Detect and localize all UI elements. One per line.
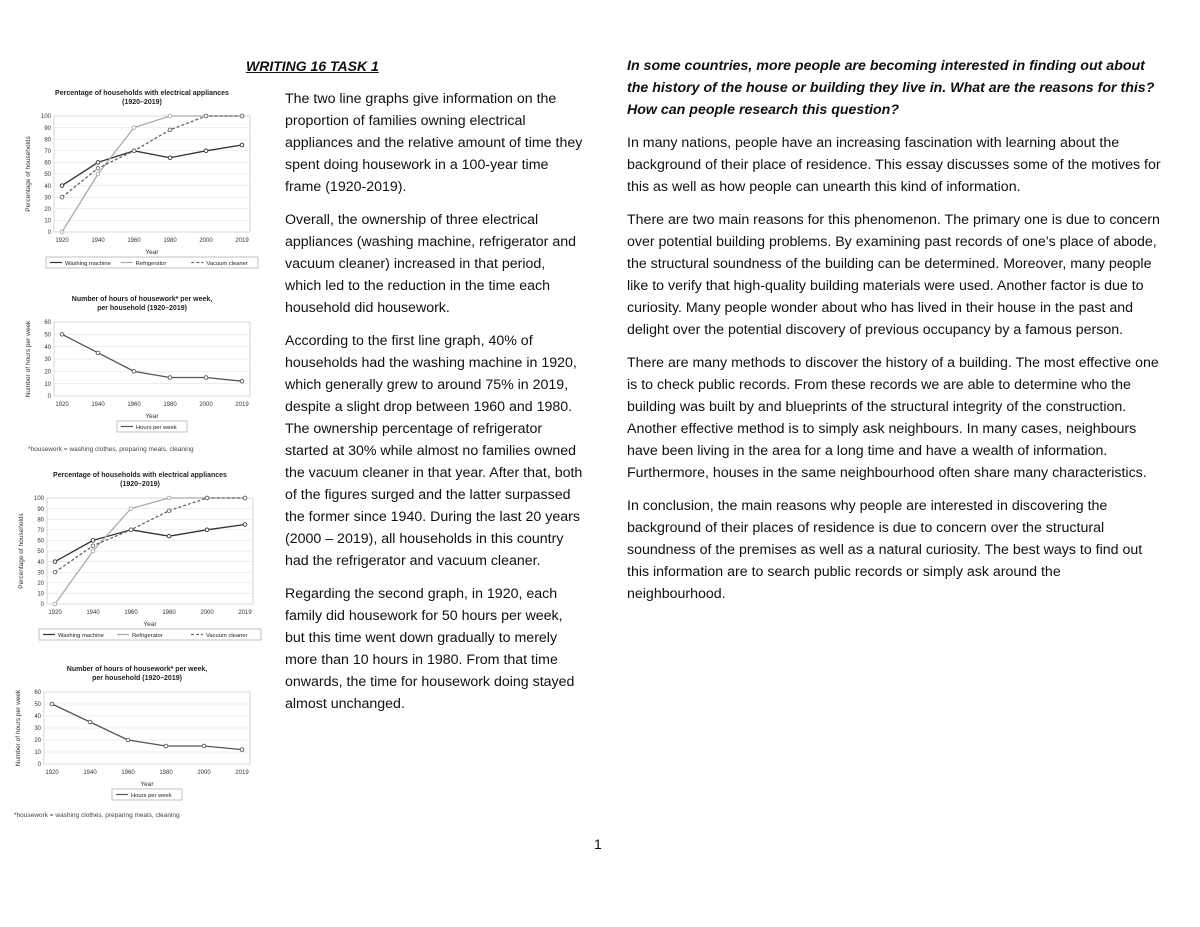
page-title: WRITING 16 TASK 1: [246, 58, 379, 74]
task1-report: [285, 88, 585, 726]
y-tick-label: 70: [37, 528, 44, 534]
x-tick-label: 1920: [55, 238, 69, 244]
appliances-chart-1: [22, 86, 262, 281]
chart-title: Percentage of households with electrical appliances: [53, 472, 227, 479]
paragraph: In conclusion, the main reasons why people are interested in discovering the background of their places of residence is due to concern over the structural soundness of the premises as well as a natural curiosity. The best ways to find out this information are to search public records or simply ask around the neighbourhood.: [627, 498, 1143, 602]
x-tick-label: 1980: [159, 770, 173, 776]
x-tick-label: 2000: [197, 770, 211, 776]
y-tick-label: 10: [34, 750, 41, 757]
chart-svg: [15, 468, 265, 648]
y-tick-label: 10: [44, 218, 51, 225]
x-tick-label: 1940: [91, 402, 105, 408]
x-axis-label: Year: [145, 413, 159, 420]
data-point: [205, 528, 209, 532]
data-point: [96, 161, 100, 165]
y-tick-label: 40: [34, 714, 41, 721]
legend-label: Washing machine: [65, 261, 111, 267]
data-point: [96, 351, 100, 355]
data-point: [96, 172, 100, 176]
series-line: [55, 525, 245, 562]
chart-subtitle: per household (1920–2019): [92, 675, 182, 682]
y-tick-label: 90: [44, 125, 51, 132]
y-tick-label: 40: [37, 559, 44, 566]
chart-subtitle: (1920–2019): [122, 99, 162, 106]
page-number: 1: [594, 836, 602, 852]
y-tick-label: 80: [44, 137, 51, 144]
data-point: [240, 114, 244, 118]
appliances-chart-2: [15, 468, 265, 653]
y-tick-label: 20: [37, 581, 44, 587]
data-point: [53, 602, 57, 606]
footnote-2: *housework = washing clothes, preparing meals, cleaning: [14, 812, 180, 819]
x-tick-label: 1960: [124, 610, 138, 616]
data-point: [91, 549, 95, 553]
y-axis-label: Number of hours per week: [25, 320, 32, 398]
housework-chart-2: [12, 662, 262, 813]
data-point: [88, 720, 92, 724]
y-tick-label: 20: [44, 207, 51, 213]
x-tick-label: 1960: [121, 770, 135, 776]
task2-essay: [627, 55, 1162, 616]
data-point: [91, 544, 95, 548]
y-tick-label: 50: [34, 702, 41, 709]
x-tick-label: 2019: [235, 770, 249, 776]
x-tick-label: 1920: [55, 402, 69, 408]
data-point: [167, 534, 171, 538]
y-tick-label: 60: [44, 320, 51, 327]
x-axis-label: Year: [143, 621, 157, 628]
data-point: [240, 143, 244, 147]
data-point: [132, 126, 136, 130]
x-tick-label: 2019: [238, 610, 252, 616]
data-point: [243, 523, 247, 527]
x-axis-label: Year: [140, 781, 154, 788]
x-axis-label: Year: [145, 249, 159, 256]
paragraph: There are two main reasons for this phenomenon. The primary one is due to concern over potential building problems. By examining past records of one’s place of abode, the structural soundness of the building can be determined. Moreover, many people like to verify that high-quality building materials were used. Another factor is due to curiosity. Many people wonder about who has lived in their house in the past and delight over the potential discovery of previous occupancy by a famous person.: [627, 212, 1160, 338]
data-point: [168, 156, 172, 160]
data-point: [168, 128, 172, 132]
legend-label: Vacuum cleaner: [206, 633, 248, 639]
x-tick-label: 1980: [163, 402, 177, 408]
legend-label: Hours per week: [136, 425, 177, 431]
legend-label: Hours per week: [131, 793, 172, 799]
y-tick-label: 30: [44, 357, 51, 364]
data-point: [168, 114, 172, 118]
series-line: [62, 145, 242, 186]
x-tick-label: 2000: [199, 238, 213, 244]
y-tick-label: 100: [40, 114, 51, 121]
y-axis-label: Percentage of households: [18, 513, 25, 589]
series-line: [62, 116, 242, 197]
data-point: [96, 166, 100, 170]
paragraph: There are many methods to discover the history of a building. The most effective one is to check public records. From these records we are able to determine who the building was built by and blueprints of the structural integrity of the construction. Another effective method is to simply ask neighbours. In many cases, neighbours have been living in the area for a long time and have a wealth of information. Furthermore, houses in the same neighbourhood often share many characteristics.: [627, 355, 1159, 481]
y-tick-label: 50: [44, 172, 51, 179]
data-point: [60, 230, 64, 234]
chart-subtitle: (1920–2019): [120, 481, 160, 488]
y-tick-label: 30: [37, 570, 44, 577]
data-point: [240, 379, 244, 383]
data-point: [50, 702, 54, 706]
x-tick-label: 2000: [199, 402, 213, 408]
data-point: [126, 738, 130, 742]
y-axis-label: Number of hours per week: [15, 689, 22, 767]
chart-subtitle: per household (1920–2019): [97, 305, 187, 312]
legend-label: Vacuum cleaner: [206, 261, 248, 267]
chart-title: Number of hours of housework* per week,: [66, 666, 208, 673]
paragraph: According to the first line graph, 40% of households had the washing machine in 1920, which generally grew to around 75% in 2019, despite a slight drop between 1960 and 1980. The ownership percentage of refrigerator started at 30% while almost no families owned the vacuum cleaner in that year. After that, both of the figures surged and the latter surpassed the former since 1940. During the last 20 years (2000 – 2019), all households in this country had the refrigerator and vacuum cleaner.: [285, 333, 583, 569]
data-point: [60, 184, 64, 188]
y-tick-label: 30: [34, 726, 41, 733]
data-point: [202, 744, 206, 748]
y-tick-label: 100: [33, 496, 44, 503]
chart-svg: [22, 86, 262, 276]
data-point: [60, 195, 64, 199]
legend-label: Washing machine: [58, 633, 104, 639]
series-line: [55, 498, 245, 572]
y-tick-label: 90: [37, 506, 44, 513]
housework-chart-1: [22, 292, 262, 445]
data-point: [243, 496, 247, 500]
y-tick-label: 40: [44, 344, 51, 351]
y-tick-label: 0: [40, 602, 44, 609]
data-point: [60, 333, 64, 337]
y-tick-label: 30: [44, 195, 51, 202]
series-line: [62, 334, 242, 381]
y-tick-label: 60: [34, 690, 41, 697]
y-tick-label: 50: [44, 332, 51, 339]
data-point: [167, 509, 171, 513]
legend-label: Refrigerator: [135, 261, 167, 267]
y-tick-label: 20: [44, 369, 51, 376]
data-point: [204, 114, 208, 118]
y-tick-label: 70: [44, 149, 51, 155]
y-tick-label: 40: [44, 183, 51, 190]
data-point: [132, 149, 136, 153]
footnote-1: *housework = washing clothes, preparing meals, cleaning: [28, 446, 194, 453]
data-point: [204, 376, 208, 380]
y-tick-label: 60: [44, 160, 51, 167]
x-tick-label: 1980: [162, 610, 176, 616]
y-tick-label: 20: [34, 738, 41, 745]
chart-title: Number of hours of housework* per week,: [71, 296, 213, 303]
chart-svg: [12, 662, 262, 808]
paragraph: The two line graphs give information on the proportion of families owning electrical appliances and the relative amount of time they spent doing housework in a 100-year time frame (1920-2019).: [285, 91, 583, 195]
y-tick-label: 80: [37, 517, 44, 524]
y-tick-label: 50: [37, 549, 44, 556]
x-tick-label: 1920: [45, 770, 59, 776]
y-tick-label: 10: [37, 591, 44, 598]
x-tick-label: 1960: [127, 238, 141, 244]
chart-svg: [22, 292, 262, 440]
data-point: [132, 370, 136, 374]
data-point: [53, 570, 57, 574]
data-point: [164, 744, 168, 748]
series-line: [52, 704, 242, 750]
x-tick-label: 2019: [235, 402, 249, 408]
essay-question: In some countries, more people are becoming interested in finding out about the history of the house or building they live in. What are the reasons for this? How can people research this question?: [627, 58, 1155, 118]
y-tick-label: 0: [47, 394, 51, 401]
x-tick-label: 2000: [200, 610, 214, 616]
data-point: [91, 539, 95, 543]
y-axis-label: Percentage of households: [25, 136, 32, 212]
x-tick-label: 1940: [91, 238, 105, 244]
data-point: [168, 376, 172, 380]
y-tick-label: 10: [44, 381, 51, 388]
y-tick-label: 0: [47, 230, 51, 237]
paragraph: Regarding the second graph, in 1920, each family did housework for 50 hours per week, but this time went down gradually to merely more than 10 hours in 1980. From that time onwards, the time for housework doing stayed almost unchanged.: [285, 586, 575, 712]
data-point: [129, 507, 133, 511]
paragraph: Overall, the ownership of three electrical appliances (washing machine, refrigerator and vacuum cleaner) increased in that period, which led to the reduction in the time each household did housework.: [285, 212, 577, 316]
x-tick-label: 1980: [163, 238, 177, 244]
x-tick-label: 1960: [127, 402, 141, 408]
x-tick-label: 2019: [235, 238, 249, 244]
data-point: [53, 560, 57, 564]
data-point: [240, 748, 244, 752]
x-tick-label: 1920: [48, 610, 62, 616]
data-point: [205, 496, 209, 500]
x-tick-label: 1940: [83, 770, 97, 776]
data-point: [167, 496, 171, 500]
y-tick-label: 60: [37, 538, 44, 545]
data-point: [129, 528, 133, 532]
legend-label: Refrigerator: [132, 633, 163, 639]
x-tick-label: 1940: [86, 610, 100, 616]
chart-title: Percentage of households with electrical appliances: [55, 90, 229, 97]
y-tick-label: 0: [37, 762, 41, 769]
data-point: [204, 149, 208, 153]
paragraph: In many nations, people have an increasing fascination with learning about the background of their place of residence. This essay discusses some of the motives for this as well as how people can unearth this kind of information.: [627, 135, 1161, 195]
